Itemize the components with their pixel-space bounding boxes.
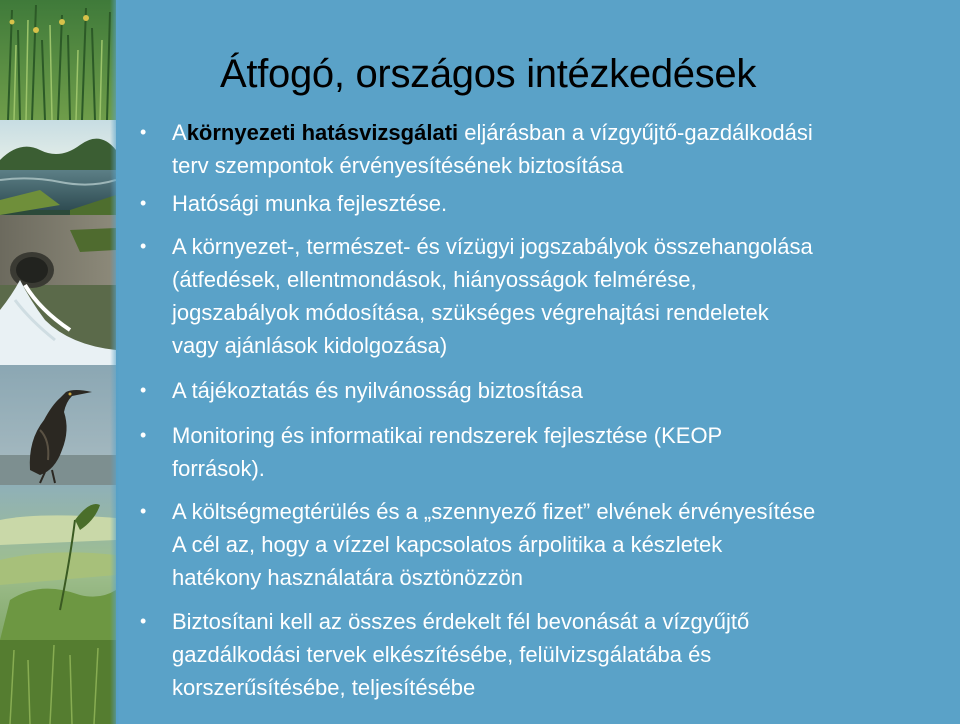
bullet-line: (átfedések, ellentmondások, hiányosságok felmérése,	[172, 267, 697, 292]
river-landscape-photo	[0, 120, 116, 215]
bullet-line: A cél az, hogy a vízzel kapcsolatos árpolitika a készletek	[172, 532, 723, 557]
bullet-line: források).	[172, 456, 265, 481]
waterfall-pipe-photo	[0, 215, 116, 365]
bullet-line: Monitoring és informatikai rendszerek fejlesztése (KEOP	[172, 423, 723, 448]
bullet-item-cost-recovery	[120, 495, 960, 594]
bullet-line: A költségmegtérülés és a „szennyező fizet” elvének érvényesítése	[172, 499, 816, 524]
bullet-line: hatékony használatára ösztönözzön	[172, 565, 524, 590]
bullet-segment: eljárásban a vízgyűjtő-gazdálkodási	[458, 120, 813, 145]
bullet-line: jogszabályok módosítása, szükséges végrehajtási rendeletek	[172, 300, 769, 325]
bullet-icon: •	[140, 425, 147, 445]
bullet-item-monitoring	[120, 419, 960, 485]
photo-edge-fade	[110, 0, 120, 724]
bullet-list	[120, 116, 960, 704]
bullet-icon: •	[140, 122, 147, 142]
bullet-segment: A	[172, 120, 187, 145]
bullet-line: vagy ajánlások kidolgozása)	[172, 333, 448, 358]
cormorant-bird-photo	[0, 365, 116, 485]
bullet-line: gazdálkodási tervek elkészítésébe, felülvizsgálatába és	[172, 642, 712, 667]
wetland-marsh-photo	[0, 485, 116, 724]
bullet-icon: •	[140, 193, 147, 213]
photo-strip	[0, 0, 116, 724]
reed-grass-photo	[0, 0, 116, 120]
bullet-line: terv szempontok érvényesítésének biztosítása	[172, 153, 624, 178]
bullet-icon: •	[140, 611, 147, 631]
bullet-line: Biztosítani kell az összes érdekelt fél bevonását a vízgyűjtő	[172, 609, 750, 634]
bullet-line	[172, 116, 960, 149]
bullet-icon: •	[140, 501, 147, 521]
bullet-icon: •	[140, 380, 147, 400]
bullet-item-publicity	[120, 374, 960, 407]
slide-content	[120, 0, 960, 724]
bullet-item-authority	[120, 187, 960, 220]
bullet-line: Hatósági munka fejlesztése.	[172, 191, 448, 216]
bullet-icon: •	[140, 236, 147, 256]
bullet-item-stakeholders	[120, 605, 960, 704]
bullet-line: A környezet-, természet- és vízügyi jogszabályok összehangolása	[172, 234, 813, 259]
slide-title: Átfogó, országos intézkedések	[220, 52, 757, 96]
bullet-line: A tájékoztatás és nyilvánosság biztosítása	[172, 378, 583, 403]
bullet-line: korszerűsítésébe, teljesítésébe	[172, 675, 476, 700]
bullet-segment-highlight: környezeti hatásvizsgálati	[186, 120, 459, 145]
bullet-item-legislation	[120, 230, 960, 362]
bullet-item-eia	[120, 116, 960, 182]
